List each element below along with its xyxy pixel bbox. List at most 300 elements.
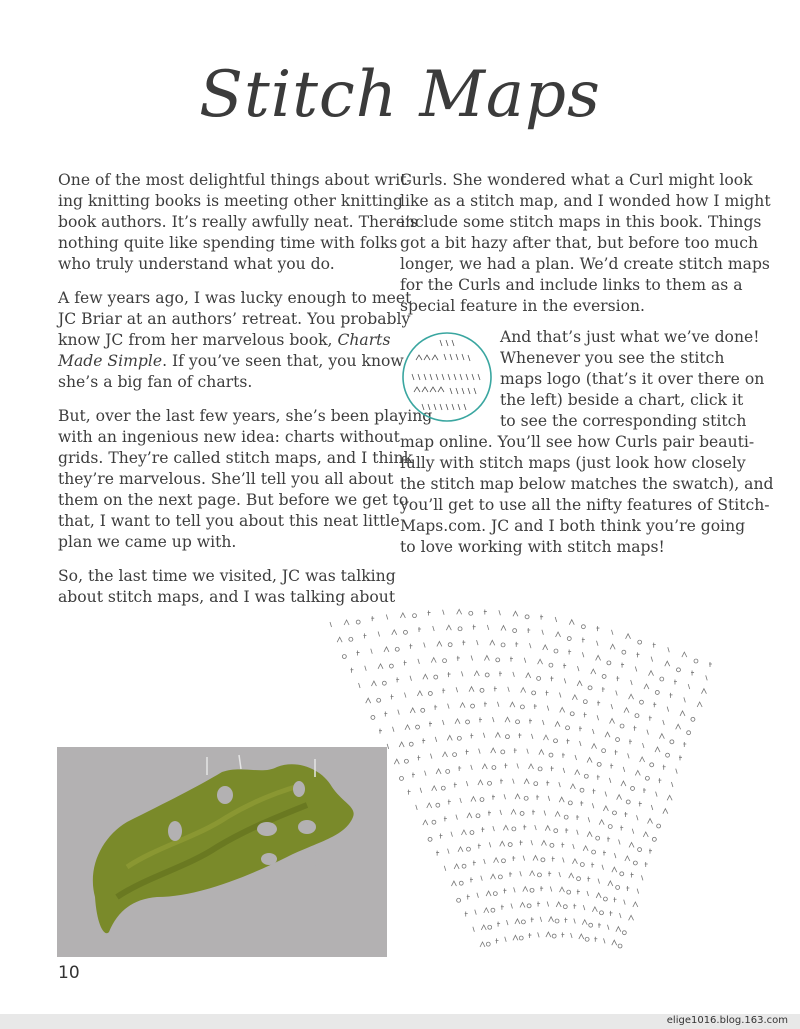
stitch-symbol (493, 717, 495, 722)
stitch-symbol (477, 640, 479, 645)
stitch-symbol (511, 809, 516, 814)
stitch-symbol (501, 643, 505, 647)
stitch-symbol (621, 663, 624, 668)
stitch-symbol (423, 674, 428, 679)
stitch-symbol (650, 763, 654, 767)
stitch-symbol (484, 859, 486, 864)
stitch-symbol (495, 938, 498, 943)
stitch-symbol (643, 788, 646, 793)
stitch-symbol (651, 657, 653, 662)
stitch-symbol (404, 759, 408, 763)
stitch-symbol (603, 806, 608, 811)
stitch-symbol (621, 781, 626, 786)
stitch-symbol (546, 932, 551, 937)
stitch-symbol (626, 634, 631, 639)
stitch-symbol (582, 637, 585, 642)
stitch-symbol (616, 676, 619, 681)
stitch-symbol (484, 610, 487, 615)
stitch-symbol (528, 933, 531, 938)
stitch-symbol (549, 917, 554, 922)
stitch-symbol (524, 779, 529, 784)
stitch-symbol (499, 671, 502, 676)
stitch-symbol (607, 661, 611, 665)
stitch-symbol (631, 680, 633, 685)
stitch-symbol (596, 893, 601, 898)
stitch-symbol (596, 655, 601, 660)
stitch-symbol (587, 758, 592, 763)
stitch-symbol (467, 813, 472, 818)
stitch-symbol (617, 795, 622, 800)
stitch-symbol (647, 730, 649, 735)
stitch-symbol (458, 847, 463, 852)
stitch-symbol (659, 734, 664, 739)
stitch-symbol (399, 776, 403, 780)
stitch-symbol (409, 742, 413, 746)
stitch-symbol (514, 887, 516, 892)
stitch-symbol (663, 720, 665, 725)
stitch-symbol (366, 698, 371, 703)
stitch-symbol (532, 810, 535, 815)
stitch-symbol (392, 630, 397, 635)
stitch-symbol (457, 609, 462, 614)
stitch-symbol (567, 739, 570, 744)
stitch-symbol (448, 849, 450, 854)
stitch-symbol (691, 671, 694, 676)
stitch-symbol (458, 766, 461, 771)
stitch-symbol (562, 753, 565, 758)
stitch-symbol (484, 656, 489, 661)
stitch-symbol (379, 729, 382, 734)
stitch-symbol (531, 734, 533, 739)
stitch-symbol (649, 671, 654, 676)
stitch-symbol (622, 650, 626, 654)
stitch-symbol (603, 897, 607, 901)
stitch-symbol (616, 690, 618, 695)
stitch-symbol (589, 923, 593, 927)
stitch-symbol (593, 789, 596, 794)
stitch-symbol (481, 925, 486, 930)
stitch-symbol (545, 826, 550, 831)
stitch-symbol (492, 765, 496, 769)
stitch-symbol (493, 826, 495, 831)
stitch-symbol (592, 850, 596, 854)
stitch-symbol (509, 872, 512, 877)
stitch-symbol (442, 752, 447, 757)
stitch-symbol (666, 753, 670, 757)
stitch-symbol (655, 747, 660, 752)
stitch-symbol (485, 673, 489, 677)
stitch-symbol (597, 701, 600, 706)
stitch-symbol (563, 857, 565, 862)
stitch-symbol (596, 626, 599, 631)
stitch-symbol (496, 658, 500, 662)
stitch-symbol (597, 715, 599, 720)
stitch-symbol (404, 693, 406, 698)
stitch-symbol (556, 902, 561, 907)
stitch-symbol (488, 781, 492, 785)
stitch-symbol (583, 846, 588, 851)
stitch-symbol (635, 714, 639, 718)
stitch-symbol (470, 733, 473, 738)
book-title: Made Simple (58, 352, 163, 370)
stitch-symbol (501, 905, 504, 910)
stitch-symbol (399, 742, 404, 747)
stitch-symbol (527, 628, 530, 633)
stitch-symbol (548, 796, 550, 801)
stitch-symbol (563, 663, 566, 668)
stitch-symbol (544, 811, 546, 816)
stitch-symbol (580, 741, 582, 746)
stitch-symbol (620, 724, 624, 728)
stitch-symbol (684, 697, 686, 702)
stitch-symbol (510, 657, 513, 662)
stitch-symbol (576, 815, 579, 820)
stitch-symbol (488, 925, 492, 929)
stitch-symbol (465, 912, 468, 917)
stitch-symbol (671, 782, 673, 787)
stitch-symbol (588, 817, 590, 822)
stitch-symbol (521, 688, 526, 693)
stitch-symbol (651, 805, 653, 810)
stitch-symbol (541, 841, 546, 846)
stitch-symbol (526, 673, 531, 678)
stitch-symbol (477, 893, 479, 898)
stitch-symbol (682, 652, 687, 657)
stitch-symbol (580, 863, 584, 867)
stitch-symbol (538, 767, 542, 771)
stitch-symbol (377, 698, 381, 702)
stitch-symbol (579, 726, 582, 731)
stitch-symbol (592, 744, 597, 749)
stitch-symbol (396, 677, 399, 682)
stitch-symbol (550, 843, 554, 847)
stitch-symbol (469, 687, 474, 692)
stitch-symbol (428, 837, 432, 841)
stitch-symbol (587, 877, 590, 882)
stitch-symbol (456, 687, 458, 692)
stitch-symbol (679, 755, 682, 760)
stitch-symbol (629, 842, 634, 847)
stitch-symbol (611, 630, 613, 635)
stitch-symbol (607, 837, 610, 842)
left-column (58, 170, 433, 621)
stitch-symbol (342, 654, 346, 658)
stitch-symbol (618, 944, 622, 948)
stitch-symbol (534, 704, 537, 709)
stitch-symbol (454, 864, 459, 869)
stitch-symbol (400, 613, 405, 618)
stitch-symbol (488, 811, 491, 816)
stitch-symbol (583, 905, 585, 910)
stitch-symbol (486, 942, 490, 946)
stitch-symbol (507, 920, 509, 925)
stitch-symbol (629, 915, 634, 920)
stitch-symbol (663, 765, 666, 770)
stitch-symbol (616, 885, 620, 889)
stitch-symbol (512, 856, 515, 861)
stitch-symbol (709, 662, 712, 667)
stitch-symbol (486, 891, 491, 896)
stitch-symbol (655, 690, 659, 694)
stitch-symbol (421, 708, 425, 712)
stitch-symbol (587, 832, 592, 837)
stitch-symbol (423, 820, 428, 825)
stitch-symbol (505, 717, 510, 722)
knitted-swatch-photo (57, 747, 387, 957)
stitch-symbol (479, 749, 481, 754)
stitch-symbol (572, 695, 577, 700)
page-title: Stitch Maps (199, 58, 601, 132)
stitch-symbol (500, 779, 503, 784)
stitch-symbol (649, 716, 652, 721)
stitch-symbol (614, 853, 616, 858)
stitch-symbol (543, 645, 548, 650)
stitch-symbol (446, 625, 451, 630)
stitch-symbol (626, 800, 630, 804)
stitch-symbol (405, 725, 410, 730)
stitch-symbol (624, 900, 626, 905)
stitch-symbol (521, 920, 525, 924)
stitch-symbol (636, 652, 639, 657)
stitch-symbol (356, 620, 360, 624)
paragraph-2: A few years ago, I was lucky enough to meet JC Briar at an authors’ retreat. You probably know JC from her marvelous book, Charts Made Simple. If you’ve seen that, you know she’s a big fan of charts. (58, 289, 412, 391)
stitch-symbol (568, 801, 572, 805)
stitch-symbol (670, 740, 674, 744)
stitch-symbol (410, 676, 412, 681)
stitch-symbol (688, 684, 690, 689)
stitch-symbol (500, 810, 502, 815)
stitch-symbol (530, 888, 534, 892)
stitch-symbol (638, 848, 642, 852)
stitch-symbol (632, 829, 634, 834)
stitch-symbol (551, 766, 554, 771)
stitch-symbol (649, 849, 652, 854)
stitch-symbol (391, 694, 394, 699)
stitch-symbol (471, 656, 473, 661)
stitch-symbol (398, 710, 400, 715)
stitch-symbol (481, 827, 484, 832)
stitch-symbol (461, 671, 463, 676)
stitch-symbol (579, 934, 584, 939)
stitch-symbol (467, 894, 470, 899)
stitch-symbol (448, 704, 450, 709)
stitch-symbol (482, 764, 487, 769)
stitch-symbol (597, 641, 599, 646)
stitch-symbol (615, 750, 618, 755)
stitch-symbol (555, 722, 560, 727)
stitch-symbol (473, 861, 476, 866)
stitch-symbol (602, 865, 604, 870)
stitch-symbol (529, 764, 534, 769)
stitch-symbol (495, 733, 500, 738)
stitch-symbol (660, 677, 664, 681)
stitch-symbol (554, 739, 558, 743)
stitch-symbol (569, 620, 574, 625)
stitch-symbol (536, 795, 539, 800)
stitch-symbol (555, 919, 559, 923)
stitch-symbol (577, 666, 579, 671)
stitch-symbol (645, 862, 648, 867)
stitch-symbol (633, 902, 638, 907)
stitch-symbol (393, 727, 395, 732)
stitch-symbol (505, 937, 507, 942)
stitch-symbol (455, 719, 460, 724)
book-title: Charts (337, 331, 391, 349)
stitch-symbol (515, 919, 520, 924)
stitch-symbol (350, 668, 353, 673)
stitch-symbol (583, 700, 587, 704)
stitch-symbol (612, 811, 616, 815)
stitch-symbol (349, 637, 353, 641)
stitch-symbol (608, 825, 612, 829)
stitch-symbol (574, 919, 576, 924)
stitch-symbol (471, 765, 473, 770)
stitch-symbol (504, 794, 506, 799)
stitch-symbol (523, 825, 526, 830)
stitch-symbol (645, 776, 649, 780)
stitch-symbol (556, 632, 561, 637)
stitch-symbol (416, 725, 420, 729)
stitch-symbol (524, 796, 528, 800)
stitch-symbol (395, 647, 399, 651)
stitch-symbol (602, 749, 606, 753)
stitch-symbol (701, 689, 706, 694)
stitch-symbol (515, 642, 518, 647)
stitch-symbol (674, 680, 677, 685)
stitch-symbol (520, 840, 523, 845)
stitch-symbol (564, 678, 566, 683)
stitch-symbol (531, 917, 534, 922)
stitch-symbol (444, 816, 447, 821)
stitch-symbol (500, 841, 505, 846)
stitch-symbol (537, 901, 540, 906)
stitch-symbol (479, 717, 482, 722)
stitch-symbol (643, 743, 645, 748)
stitch-symbol (563, 905, 567, 909)
stitch-symbol (626, 886, 629, 891)
stitch-symbol (363, 633, 366, 638)
stitch-symbol (559, 797, 564, 802)
stitch-symbol (640, 757, 645, 762)
stitch-symbol (424, 642, 426, 647)
stitch-symbol (637, 889, 639, 894)
stitch-symbol (585, 937, 589, 941)
stitch-symbol (573, 844, 575, 849)
stitch-symbol (559, 692, 561, 697)
stitch-symbol (384, 647, 389, 652)
stitch-symbol (466, 781, 468, 786)
stitch-symbol (552, 934, 556, 938)
stitch-symbol (382, 681, 386, 685)
stitch-symbol (330, 622, 332, 627)
stitch-symbol (565, 828, 568, 833)
stitch-symbol (564, 918, 567, 923)
stitch-symbol (523, 887, 528, 892)
stitch-symbol (676, 724, 681, 729)
stitch-symbol (501, 626, 506, 631)
stitch-symbol (435, 737, 437, 742)
stitch-symbol (554, 649, 558, 653)
stitch-symbol (505, 735, 509, 739)
stitch-symbol (513, 779, 515, 784)
stitch-symbol (418, 659, 420, 664)
stitch-symbol (653, 702, 656, 707)
stitch-symbol (555, 617, 557, 622)
stitch-symbol (597, 775, 600, 780)
stitch-symbol (499, 610, 501, 615)
stitch-symbol (624, 708, 629, 713)
stitch-symbol (665, 661, 670, 666)
stitch-symbol (552, 856, 555, 861)
stitch-symbol (535, 825, 537, 830)
stitch-symbol (417, 691, 422, 696)
stitch-symbol (559, 872, 561, 877)
stitch-symbol (598, 923, 601, 928)
stitch-symbol (451, 881, 456, 886)
stitch-symbol (577, 889, 580, 894)
right-column-top (400, 170, 771, 330)
stitch-symbol (454, 783, 457, 788)
stitch-symbol (540, 615, 543, 620)
stitch-symbol (559, 782, 561, 787)
stitch-symbol (628, 753, 630, 758)
stitch-symbol (561, 932, 564, 937)
stitch-symbol (620, 826, 623, 831)
stitch-symbol (459, 881, 463, 885)
stitch-symbol (520, 705, 524, 709)
stitch-symbol (622, 931, 626, 935)
stitch-symbol (431, 658, 436, 663)
stitch-symbol (432, 786, 437, 791)
stitch-symbol (623, 767, 625, 772)
stitch-symbol (588, 686, 592, 690)
stitch-symbol (417, 755, 420, 760)
stitch-symbol (389, 664, 393, 668)
stitch-symbol (554, 829, 558, 833)
stitch-symbol (602, 674, 606, 678)
stitch-symbol (416, 805, 418, 810)
stitch-symbol (540, 917, 542, 922)
stitch-symbol (427, 803, 432, 808)
stitch-symbol (653, 643, 656, 648)
paragraph-4: So, the last time we visited, JC was talking about stitch maps, and I was talking about (58, 567, 396, 606)
stitch-symbol (387, 744, 389, 749)
stitch-symbol (428, 611, 431, 616)
stitch-symbol (493, 892, 497, 896)
stitch-symbol (543, 720, 545, 725)
stitch-symbol (527, 749, 529, 754)
stitch-symbol (357, 651, 360, 656)
stitch-symbol (599, 911, 603, 915)
stitch-symbol (430, 754, 432, 759)
stitch-symbol (408, 790, 411, 795)
stitch-symbol (598, 879, 600, 884)
stitch-symbol (643, 832, 648, 837)
stitch-symbol (466, 847, 470, 851)
stitch-symbol (587, 891, 589, 896)
stitch-symbol (597, 762, 601, 766)
stitch-symbol (694, 659, 698, 663)
stitch-symbol (480, 688, 484, 692)
stitch-symbol (474, 671, 479, 676)
stitch-symbol (546, 781, 549, 786)
stitch-symbol (605, 732, 610, 737)
stitch-symbol (519, 936, 523, 940)
stitch-symbol (529, 643, 531, 648)
stitch-symbol (520, 902, 525, 907)
stitch-symbol (359, 683, 361, 688)
stitch-symbol (412, 773, 415, 778)
